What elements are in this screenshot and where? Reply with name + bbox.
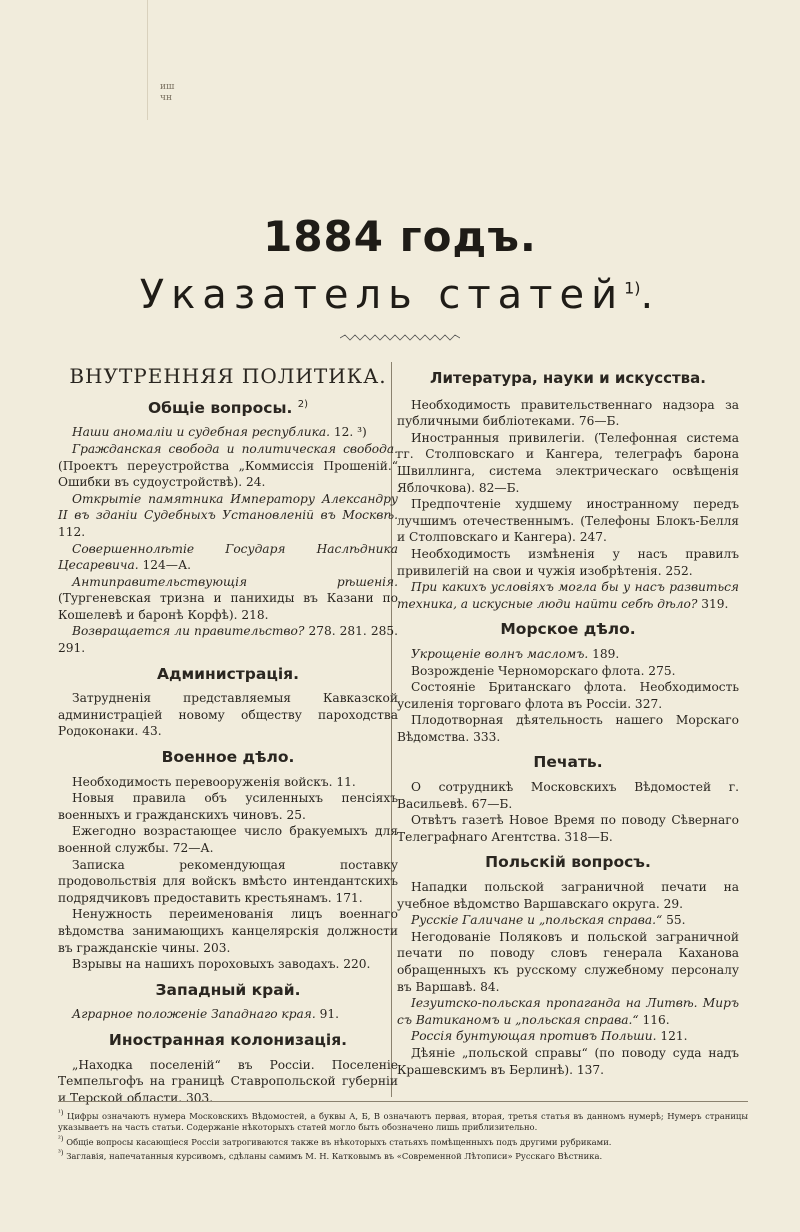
index-entry xyxy=(397,646,739,663)
footnote-mark: 2) xyxy=(297,398,309,410)
index-entry xyxy=(397,879,739,912)
entry-text: Ежегодно возрастающее число бракуемыхъ для военной службы. 72—А. xyxy=(58,824,398,855)
entry-title: Россія бунтующая противъ Польши. xyxy=(411,1029,657,1044)
right-column xyxy=(397,360,739,1078)
entry-text: 12. ³) xyxy=(330,425,367,440)
index-entry xyxy=(397,812,739,845)
index-entry xyxy=(397,912,739,929)
entry-text: 91. xyxy=(315,1007,339,1022)
entry-list xyxy=(58,774,398,973)
index-entry xyxy=(397,995,739,1028)
entry-text: „Находка поселеній“ въ Россіи. Поселеніе Темпельгофъ на границѣ Ставропольской губерніи и Терской области. 303. xyxy=(58,1057,398,1105)
entry-title: Гражданская свобода и политическая свобода. xyxy=(72,441,398,456)
margin-note-line: чн xyxy=(160,93,172,103)
footnote-text: Цифры означаютъ нумера Московскихъ Вѣдомостей, а буквы А, Б, В означаютъ первая, вторая, третья статья въ данномъ нумерѣ; Нумеръ страницы указываетъ на часть статьи. Содержаніе нѣкоторыхъ статей могло быть обозначено лишь приблизительно. xyxy=(58,1110,748,1133)
index-entry xyxy=(397,663,739,680)
index-entry xyxy=(58,541,398,574)
index-entry xyxy=(397,430,739,496)
entry-text: Иностранныя привилегіи. (Телефонная система гг. Столповскаго и Кангера, телеграфъ барона Швиллинга, система электрическаго освѣщенія Яблочкова). 82—Б. xyxy=(397,430,739,495)
entry-text: Нападки польской заграничной печати на учебное вѣдомство Варшавскаго округа. 29. xyxy=(397,880,739,911)
subsection-heading: Польскій вопросъ. xyxy=(485,853,651,872)
index-entry xyxy=(58,774,398,791)
entry-title: Укрощеніе волнъ масломъ. xyxy=(411,646,589,661)
title-text: Указатель статей xyxy=(139,272,625,318)
entry-text: Предпочтеніе худшему иностранному передъ лучшимъ отечественнымъ. (Телефоны Блокъ-Белля и Столповскаго и Кангера). 247. xyxy=(397,497,739,545)
entry-list xyxy=(58,690,398,740)
entry-text: Состояніе Британскаго флота. Необходимость усиленія торговаго флота въ Россіи. 327. xyxy=(397,680,739,711)
index-entry xyxy=(58,574,398,624)
entry-list xyxy=(58,1006,398,1023)
entry-title: Совершеннолѣтіе Государя Наслѣдника Цесаревича. xyxy=(58,541,398,573)
entry-title: Возвращается ли правительство? xyxy=(72,624,305,639)
entry-list xyxy=(58,1057,398,1107)
title-footnote-mark: 1) xyxy=(624,278,641,298)
index-entry xyxy=(397,496,739,546)
entry-text: 55. xyxy=(662,913,686,928)
entry-text: (Тургеневская тризна и панихиды въ Казани по Кошелевѣ и баронѣ Корфѣ). 218. xyxy=(58,591,398,622)
entry-text: Ненужность переименованія лицъ военнаго вѣдомства занимающихъ канцелярскія должности въ гражданскіе чины. 203. xyxy=(58,907,398,955)
left-column xyxy=(58,360,398,1106)
entry-text: Необходимость измѣненія у насъ правилъ привилегій на свои и чужія изобрѣтенія. 252. xyxy=(397,546,739,578)
entry-title: Аграрное положеніе Западнаго края. xyxy=(72,1007,316,1022)
entry-text: Записка рекомендующая поставку продовольствія для войскъ вмѣсто интендантскихъ подрядчиковъ предоставить крестьянамъ. 171. xyxy=(58,857,398,905)
entry-text: Отвѣтъ газетѣ Новое Время по поводу Сѣвернаго Телеграфнаго Агентства. 318—Б. xyxy=(397,813,739,844)
index-entry xyxy=(58,956,398,973)
entry-list xyxy=(58,424,398,656)
entry-list xyxy=(397,646,739,746)
entry-list xyxy=(397,879,739,1078)
margin-note xyxy=(160,82,174,104)
section-heading: Литература, науки и искусства. xyxy=(429,369,706,387)
index-entry xyxy=(58,623,398,656)
footnote-text: Общіе вопросы касающіеся Россіи затрогиваются также въ нѣкоторыхъ статьяхъ помѣщенныхъ подъ другими рубриками. xyxy=(63,1136,612,1147)
entry-title: Іезуитско-польская пропаганда на Литвѣ. Миръ съ Ватиканомъ и „польская справа.“ xyxy=(397,996,739,1027)
ornament-divider xyxy=(340,334,460,342)
index-entry xyxy=(58,491,398,541)
entry-title: При какихъ условіяхъ могла бы у насъ развиться техника, а искусные люди найти себѣ дѣло? xyxy=(397,580,739,611)
index-entry xyxy=(58,906,398,956)
subsection-heading: Западный край. xyxy=(155,980,301,999)
subsection-heading-text: Общіе вопросы. xyxy=(147,398,293,417)
index-entry xyxy=(397,579,739,612)
index-entry xyxy=(397,779,739,812)
index-entry xyxy=(58,441,398,491)
subsection-heading: Иностранная колонизація. xyxy=(108,1030,348,1049)
subsection-heading: Печать. xyxy=(533,753,603,772)
subsection-heading: Морское дѣло. xyxy=(500,620,636,639)
margin-note-line: иш xyxy=(160,82,175,92)
entry-text: Негодованіе Поляковъ и польской заграничной печати по поводу словъ генерала Каханова обращенныхъ къ русскому служебному персоналу въ Варшавѣ. 84. xyxy=(397,929,739,994)
index-entry xyxy=(397,546,739,579)
index-entry xyxy=(58,690,398,740)
index-entry xyxy=(58,790,398,823)
entry-text: 319. xyxy=(697,596,729,611)
footnote-mark: ³) xyxy=(58,1148,64,1157)
entry-text: 112. xyxy=(58,524,86,539)
index-entry xyxy=(397,929,739,995)
page-title: Указатель статей$^{1)}$. xyxy=(139,272,661,318)
entry-list xyxy=(397,779,739,845)
entry-text: 278. 281. 285. 291. xyxy=(58,624,399,656)
entry-text: 189. xyxy=(588,646,620,661)
footnotes xyxy=(58,1101,748,1162)
subsection-heading xyxy=(58,397,398,417)
entry-list xyxy=(397,397,739,613)
footnote xyxy=(58,1108,748,1134)
entry-text: 121. xyxy=(656,1029,688,1044)
entry-text: Новыя правила объ усиленныхъ пенсіяхъ военныхъ и гражданскихъ чиновъ. 25. xyxy=(58,791,398,822)
index-entry xyxy=(58,424,398,441)
index-entry xyxy=(397,1028,739,1045)
index-entry xyxy=(397,1045,739,1078)
subsection-heading: Администрація. xyxy=(157,664,299,683)
footnote-mark: ¹) xyxy=(58,1109,64,1117)
entry-text: Необходимость перевооруженія войскъ. 11. xyxy=(72,774,356,789)
index-entry xyxy=(397,397,739,430)
entry-title: Открытіе памятника Императору Александру II въ зданіи Судебныхъ Установленій въ Москвѣ. xyxy=(58,491,398,523)
entry-text: (Проектъ переустройства „Коммиссія Прошеній.“ Ошибки въ судоустройствѣ). 24. xyxy=(58,458,398,490)
entry-text: Возрожденіе Черноморскаго флота. 275. xyxy=(411,663,676,678)
entry-title: Наши аномаліи и судебная республика. xyxy=(72,425,331,440)
entry-text: Плодотворная дѣятельность нашего Морскаго Вѣдомства. 333. xyxy=(397,713,739,744)
entry-text: Дѣяніе „польской справы“ (по поводу суда надъ Крашевскимъ въ Берлинѣ). 137. xyxy=(397,1045,739,1077)
index-entry xyxy=(58,823,398,856)
section-heading: ВНУТРЕННЯЯ ПОЛИТИКА. xyxy=(69,364,387,388)
entry-text: Необходимость правительственнаго надзора за публичными библіотеками. 76—Б. xyxy=(397,397,739,429)
index-entry xyxy=(397,712,739,745)
entry-text: Взрывы на нашихъ пороховыхъ заводахъ. 220. xyxy=(72,957,371,972)
entry-text: О сотрудникѣ Московскихъ Вѣдомостей г. Васильевѣ. 67—Б. xyxy=(397,780,739,811)
entry-title: Русскіе Галичане и „польская справа.“ xyxy=(411,913,663,928)
subsection-heading: Военное дѣло. xyxy=(161,748,295,767)
page-year: 1884 годъ. xyxy=(263,212,537,261)
index-entry xyxy=(58,1006,398,1023)
entry-title: Антиправительствующія рѣшенія. xyxy=(72,574,398,589)
footnote-mark: ²) xyxy=(58,1134,64,1143)
index-entry xyxy=(397,679,739,712)
index-entry xyxy=(58,857,398,907)
footnote xyxy=(58,1148,748,1162)
footnote-text: Заглавія, напечатанныя курсивомъ, сдѣланы самимъ М. Н. Катковымъ въ «Современной Лѣтописи» Русскаго Вѣстника. xyxy=(63,1150,603,1161)
entry-text: 116. xyxy=(638,1012,670,1027)
index-entry xyxy=(58,1057,398,1107)
entry-text: Затрудненія представляемыя Кавказской администраціей новому обществу пароходства Родоконаки. 43. xyxy=(58,691,398,739)
entry-text: 124—А. xyxy=(138,558,192,573)
footnote xyxy=(58,1134,748,1148)
